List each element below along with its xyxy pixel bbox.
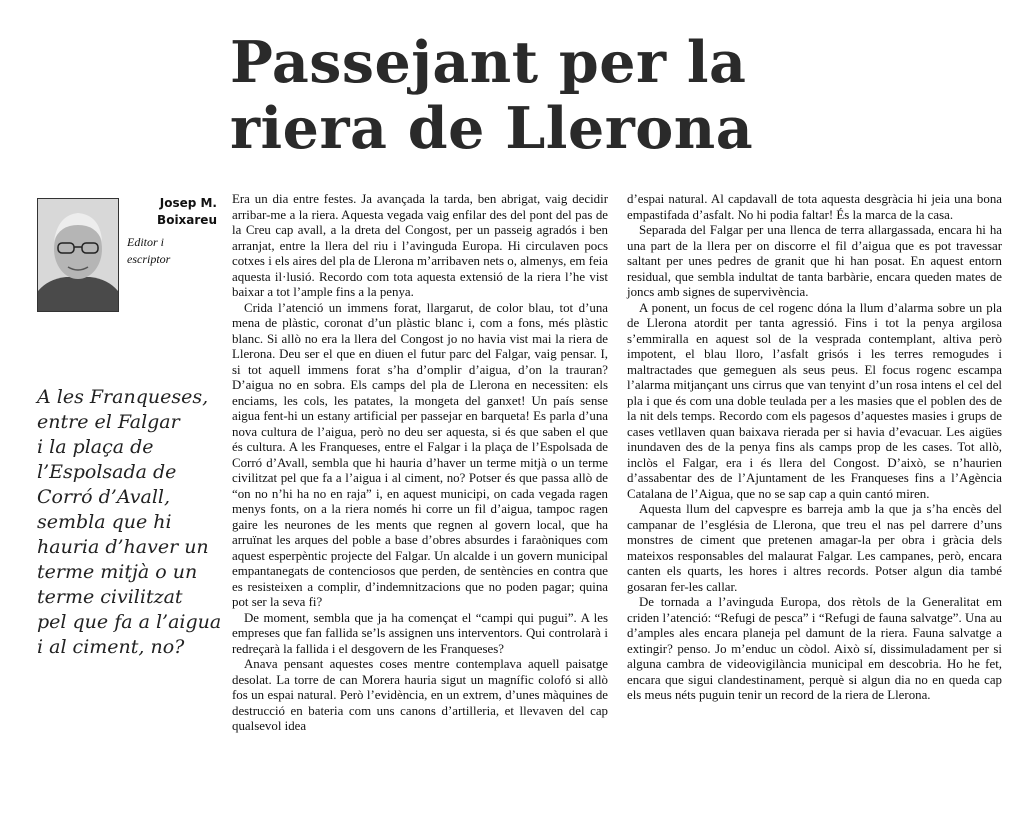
paragraph: A ponent, un focus de cel rogenc dóna la llum d’alarma sobre un pla de Llerona atordit per tanta agressió. Fins i tot la penya argilosa s’emmiralla en aquest sol de la vesprada contemplant, altiva però impotent, el blau lloro, l’asfalt grisós i les terres remogudes i maltractades que gemeguen als seus peus. El focus rogenc escampa l’alarma mitjançant uns cirrus que van tenyint d’un rosa intens el cel del pla i que és com una doble teulada per a les masies que el poblen des de la nit dels temps. Recordo com els pagesos d’aquestes masies i grups de cases vetllaven quan baixava rierada per si havia d’evacuar. Les aigües inundaven des de la penya fins als camps prop de les cases. Tot allò, inclòs el Falgar, era i és llera del Congost. D’això, se n’haurien d’assabentar des de l’Ajuntament de les Franqueses fins a l’Agència Catalana de l’Aigua, que no se sap cap a quin cantó miren. bbox=[627, 300, 1002, 501]
paragraph: Separada del Falgar per una llenca de terra allargassada, encara hi ha una part de la llera per on discorre el fil d’aigua que es pot travessar saltant per unes pedres de granit que hi han posat. En aquest entorn residual, que sembla indultat de tanta barbàrie, encara queden mates de joncs amb signes de supervivència. bbox=[627, 223, 1002, 299]
author-role-line-2: escriptor bbox=[127, 252, 171, 266]
paragraph: Era un dia entre festes. Ja avançada la tarda, ben abrigat, vaig decidir arribar-me a la riera. Aquesta vegada vaig enfilar des del pont del pas de la Creu cap avall, a la dreta del Congost, per un passeig agradós i ben arranjat, entre la llera del riu i l’avinguda Europa. Hi circulaven pocs cotxes i els aires del pla de Llerona m’arribaven nets o, almenys, em feia aquesta il·lusió. Recordo com tota aquesta extensió de la riera l’he vist baixar a tot l’ample fins a la penya. bbox=[232, 192, 608, 299]
pull-quote-line: terme civilitzat bbox=[37, 586, 183, 608]
author-portrait-icon bbox=[38, 199, 118, 311]
paragraph: Aquesta llum del capvespre es barreja amb la que ja s’ha encès del campanar de l’església de Llerona, que treu el nas pel darrere d’uns monstres de ciment que pretenen amagar-la per obra i gràcia dels mateixos responsables del malaurat Falgar. Les campanes, però, encara canten els quarts, les hores i altres records. Potser algun dia també gosaran fer-les callar. bbox=[627, 502, 1002, 594]
pull-quote-line: entre el Falgar bbox=[37, 411, 180, 433]
pull-quote bbox=[37, 385, 222, 660]
pull-quote-line: terme mitjà o un bbox=[37, 561, 198, 583]
pull-quote-line: A les Franqueses, bbox=[37, 386, 209, 408]
pull-quote-line: hauria d’haver un bbox=[37, 536, 209, 558]
author-role-line-1: Editor i bbox=[127, 235, 165, 249]
pull-quote-line: Corró d’Avall, bbox=[37, 486, 171, 508]
author-name bbox=[127, 195, 217, 229]
title-line-2: riera de Llerona bbox=[230, 95, 754, 162]
author-name-line-1: Josep M. bbox=[159, 196, 217, 210]
paragraph: d’espai natural. Al capdavall de tota aquesta desgràcia hi jeia una bona empastifada d’asfalt. No hi podia faltar! És la marca de la casa. bbox=[627, 192, 1002, 222]
paragraph: Anava pensant aquestes coses mentre contemplava aquell paisatge desolat. La torre de can Morera hauria sigut un magnífic colofó si allò fos un espai natural. Però l’evidència, en un extrem, d’unes màquines de destrucció en bateria com uns canons d’artilleria, et llevaven del cap qualsevol idea bbox=[232, 657, 608, 733]
pull-quote-line: pel que fa a l’aigua bbox=[37, 611, 222, 633]
article-title bbox=[230, 30, 790, 162]
pull-quote-line: i al ciment, no? bbox=[37, 636, 185, 658]
author-name-line-2: Boixareu bbox=[157, 213, 217, 227]
paragraph: De tornada a l’avinguda Europa, dos rètols de la Generalitat em criden l’atenció: “Refugi de pesca” i “Refugi de fauna salvatge”. Una au d’amples ales encara planeja pel damunt de la riera. Fauna salvatge a extingir? penso. Jo m’enduc un còdol. Això sí, dissimuladament per si alguna cambra de videovigilància municipal em descobria. Ho he fet, encara que sigui clandestinament, perquè si algun dia no en queda cap els meus néts puguin tenir un record de la riera de Llerona. bbox=[627, 595, 1002, 702]
paragraph: Crida l’atenció un immens forat, llargarut, de color blau, tot d’una mena de plàstic, coronat d’un plàstic blanc i, com a fons, més plàstic blanc. Si allò no era la llera del Congost jo no havia vist mai la riera de Llerona. Deu ser el que en diuen el futur parc del Falgar, vaig pensar. I, si tot aquell immens forat s’ha d’omplir d’aigua, d’on la trauran? D’aigua no en sobra. Els camps del pla de Llerona en necessiten: els enciams, les cols, les patates, la mongeta del ganxet! Un país sense aigua fent-hi un estany artificial per passejar en barqueta! Es parla d’una nova cultura de l’aigua, però no deu ser aquesta, si és que saben el que és cultura. A les Franqueses, entre el Falgar i la plaça de l’Espolsada de Corró d’Avall, sembla que hi hauria d’haver un terme mitjà o un terme civilitzat pel que fa a l’aigua i al ciment, no? Potser és que passa allò de “on no n’hi ha no en raja” i, en aquest municipi, on cada vegada ragen menys fonts, on a la riera només hi corre un fil d’aigua, tampoc ragen gaire les neurones de les ments que regnen al govern local, que ha arruïnat les arques del poble a base d’obres absurdes i faraòniques com aquest esperpèntic projecte del Falgar. Un alcalde i un govern municipal empantanegats de contenciosos que perden, de sentències en contra que es resisteixen a complir, d’indemnitzacions que no poden pagar; quina pot ser la seva fi? bbox=[232, 300, 608, 609]
pull-quote-line: sembla que hi bbox=[37, 511, 172, 533]
pull-quote-line: i la plaça de bbox=[37, 436, 154, 458]
title-line-1: Passejant per la bbox=[230, 29, 747, 96]
author-role bbox=[127, 234, 217, 268]
pull-quote-line: l’Espolsada de bbox=[37, 461, 177, 483]
article-column-2 bbox=[627, 192, 1002, 704]
article-column-1 bbox=[232, 192, 608, 735]
author-photo bbox=[37, 198, 119, 312]
paragraph: De moment, sembla que ja ha començat el “campi qui pugui”. A les empreses que fan fallida se’ls assignen uns interventors. Qui controlarà i redreçarà la fallida i el desgovern de les Franqueses? bbox=[232, 610, 608, 656]
